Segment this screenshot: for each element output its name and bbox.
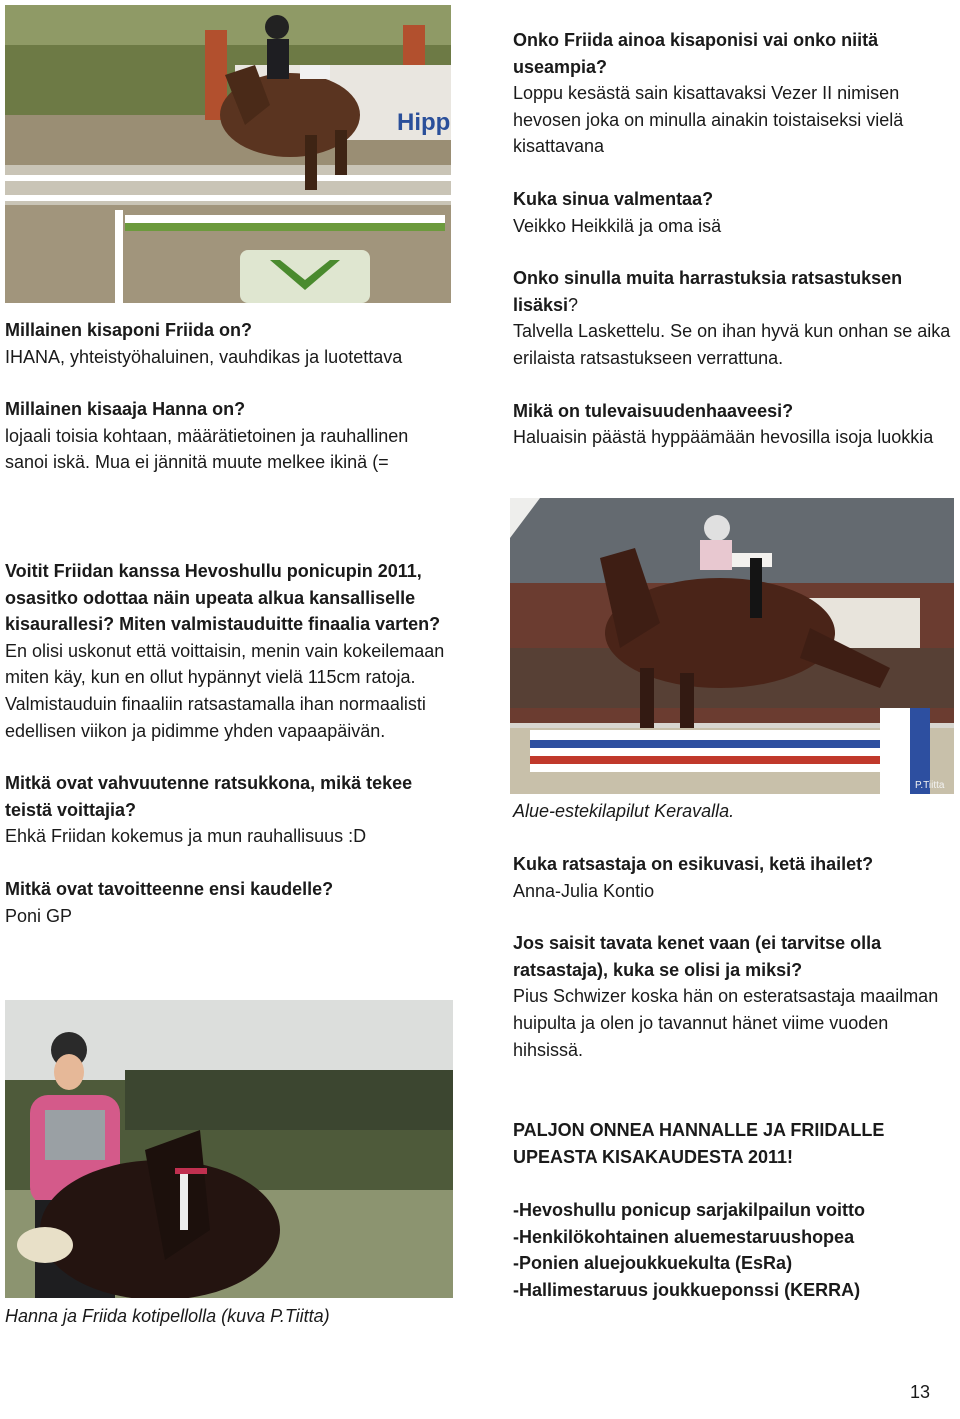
question-harrastukset-text: Onko sinulla muita harrastuksia ratsastuksen lisäksi	[513, 268, 903, 315]
question-muut-ponit: Onko Friida ainoa kisaponisi vai onko niitä useampia?	[513, 30, 879, 77]
photo-show-jumping-keravalla	[510, 498, 954, 794]
caption-hanna-friida: Hanna ja Friida kotipellolla (kuva P.Tiitta)	[5, 1306, 330, 1326]
achievement-item: -Hallimestaruus joukkueponssi (KERRA)	[513, 1279, 861, 1300]
answer-harrastukset: Talvella Laskettelu. Se on ihan hyvä kun onhan se aika erilaista ratsastukseen verrattuna.	[513, 321, 951, 368]
question-kisaponi: Millainen kisaponi Friida on?	[5, 320, 253, 340]
answer-muut-ponit: Loppu kesästä sain kisattavaksi Vezer II nimisen hevosen joka on minulla ainakin toistaiseksi vielä kisattavana	[513, 83, 904, 157]
achievements-list	[513, 1197, 953, 1303]
question-esikuva: Kuka ratsastaja on esikuvasi, ketä ihailet?	[513, 854, 874, 874]
achievement-item: -Hevoshullu ponicup sarjakilpailun voitto	[513, 1200, 866, 1220]
caption-keravalla: Alue-estekilapilut Keravalla.	[513, 801, 735, 821]
question-harrastukset	[513, 265, 953, 318]
answer-tavoitteet: Poni GP	[5, 905, 73, 926]
question-ponicup: Voitit Friidan kanssa Hevoshullu ponicupin 2011, osasitko odottaa näin upeata alkua kansalliselle kisaurallesi? Miten valmistauduitte finaalia varten?	[5, 561, 441, 635]
right-qa-top	[513, 27, 953, 451]
question-harrastukset-tail: ?	[568, 294, 579, 315]
question-valmentaja: Kuka sinua valmentaa?	[513, 188, 714, 209]
answer-tapaaminen: Pius Schwizer koska hän on esteratsastaja maailman huipulta ja olen jo tavannut hänet viime vuoden hihsissä.	[513, 986, 939, 1060]
answer-esikuva: Anna-Julia Kontio	[513, 880, 655, 901]
answer-kisaponi-emphasis: IHANA	[5, 346, 61, 367]
page-number: 13	[909, 1382, 930, 1402]
photo-hanna-and-friida	[5, 1000, 453, 1298]
photo-show-jumping-top	[5, 5, 451, 303]
answer-ponicup: En olisi uskonut että voittaisin, menin vain kokeilemaan miten käy, kun en ollut hypännyt vielä 115cm ratoja. Valmistauduin finaaliin ratsastamalla ihan normaalisti edellisen viikon ja pidimme yhden vapaapäivän.	[5, 640, 445, 741]
right-qa-bottom	[513, 851, 953, 1063]
question-vahvuudet: Mitkä ovat vahvuutenne ratsukkona, mikä tekee teistä voittajia?	[5, 773, 413, 820]
achievement-item: -Henkilökohtainen aluemestaruushopea	[513, 1226, 855, 1247]
question-tavoitteet: Mitkä ovat tavoitteenne ensi kaudelle?	[5, 878, 334, 899]
left-qa-top	[5, 317, 445, 476]
answer-vahvuudet: Ehkä Friidan kokemus ja mun rauhallisuus :D	[5, 826, 367, 847]
left-qa-middle	[5, 558, 455, 929]
answer-haaveet: Haluaisin päästä hyppäämään hevosilla isoja luokkia	[513, 427, 934, 448]
watermark-text: P.Tiitta	[915, 780, 945, 791]
banner-text: Hipp	[397, 109, 451, 136]
answer-kisaponi	[5, 344, 445, 371]
question-kisaaja: Millainen kisaaja Hanna on?	[5, 399, 246, 420]
congratulations-heading: PALJON ONNEA HANNALLE JA FRIIDALLE UPEASTA KISAKAUDESTA 2011!	[513, 1120, 885, 1167]
answer-kisaaja: lojaali toisia kohtaan, määrätietoinen ja rauhallinen sanoi iskä. Mua ei jännitä muute melkee ikinä (=	[5, 425, 409, 473]
question-tapaaminen: Jos saisit tavata kenet vaan (ei tarvitse olla ratsastaja), kuka se olisi ja miksi?	[513, 933, 882, 980]
answer-kisaponi-rest: , yhteistyöhaluinen, vauhdikas ja luotettava	[60, 346, 403, 367]
achievement-item: -Ponien aluejoukkuekulta (EsRa)	[513, 1253, 793, 1274]
question-haaveet: Mikä on tulevaisuudenhaaveesi?	[513, 400, 794, 421]
answer-valmentaja: Veikko Heikkilä ja oma isä	[513, 215, 722, 236]
